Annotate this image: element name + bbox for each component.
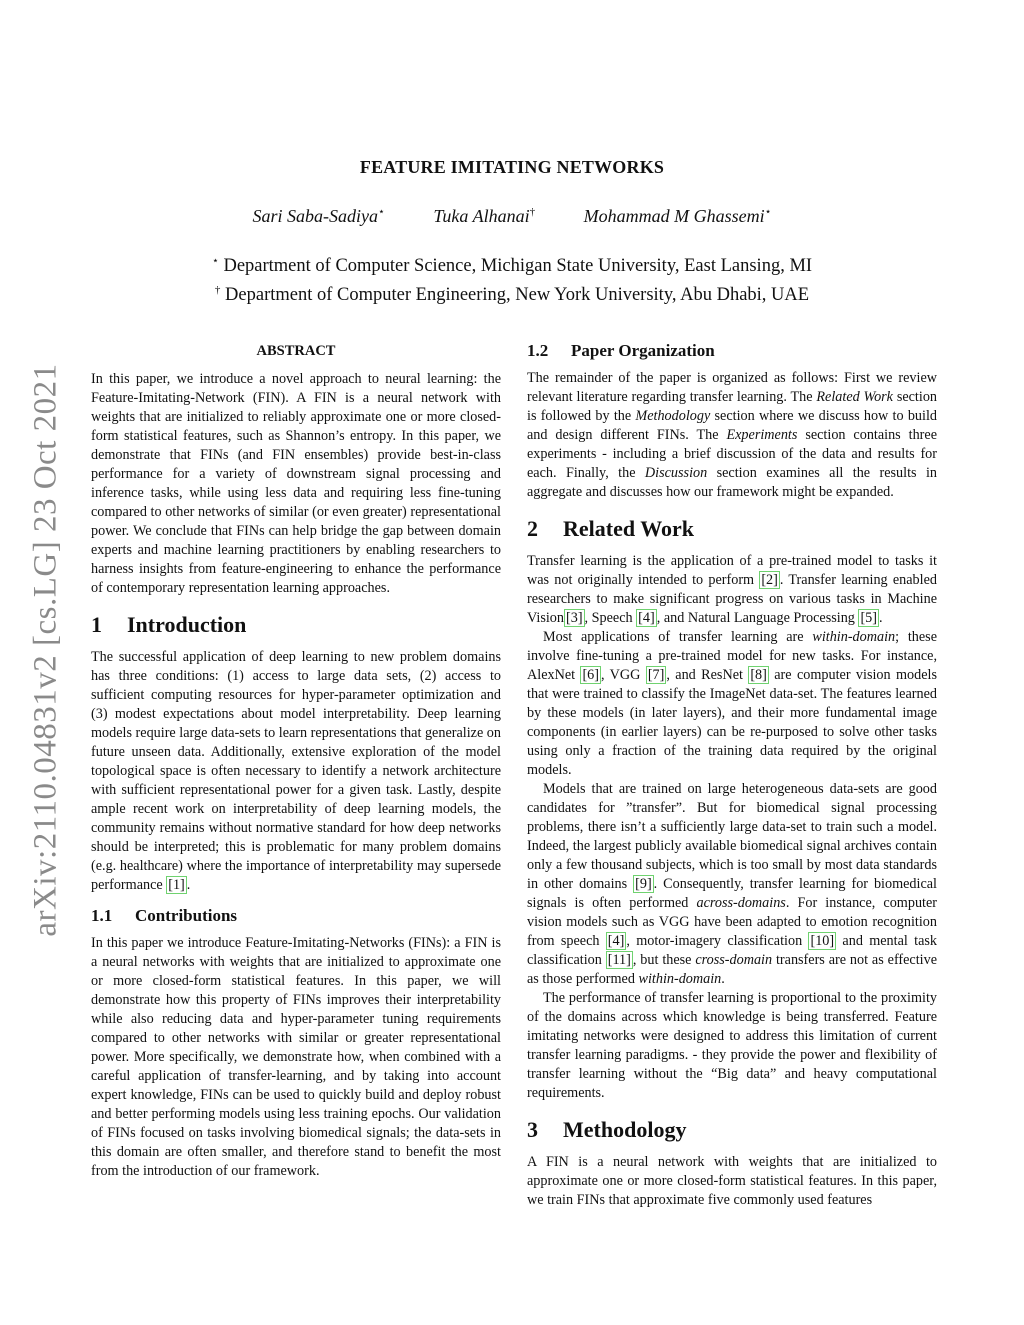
arxiv-stamp-text: arXiv:2110.04831v2 [cs.LG] 23 Oct 2021 xyxy=(27,363,64,937)
citation-link[interactable]: [9] xyxy=(635,876,652,892)
section-heading-introduction: 1 Introduction xyxy=(91,612,247,637)
related-work-paragraph: Most applications of transfer learning are within-domain; these involve fine-tuning a pre-trained model for new tasks. For instance, AlexNet [6] , VGG [7] , and ResNet [8] are computer vision models that were trained to classify the ImageNet data-set. The features learned by these models (in later layers), and their more fundamental image components (in earlier layers) can be re-purposed to solve other tasks using only a fraction of the training data required by the original models. xyxy=(527,629,937,778)
subsection-heading-paper-organization: 1.2 Paper Organization xyxy=(527,341,715,360)
related-work-paragraph: Transfer learning is the application of a pre-trained model to tasks it was not originally intended to perform [2] . Transfer learning enabled researchers to make significant progress on various tasks in Machine Vision [3] , Speech [4] , and Natural Language Processing [5] . xyxy=(527,553,937,626)
author: Mohammad M Ghassemi⋆ xyxy=(583,206,772,226)
organization-paragraph: The remainder of the paper is organized as follows: First we review relevant literature regarding transfer learning. The Related Work section is followed by the Methodology section where we discuss how to build and design different FINs. The Experiments section contains three experiments - including a brief discussion of the data and results for each. Finally, the Discussion section examines all the results in aggregate and discusses how our framework might be expanded. xyxy=(527,370,938,500)
abstract-text: In this paper, we introduce a novel approach to neural learning: the Feature-Imitating-Network (FIN). A FIN is a neural network with weights that are initialized to reliably approximate one or more closed-form statistical features, such as Shannon’s entropy. In this paper, we demonstrate that FINs (and FIN ensembles) provide best-in-class performance for a variety of downstream signal processing and inference tasks, while using less data and requiring less fine-tuning compared to other networks of similar (or even greater) representational power. We conclude that FINs can help bridge the gap between domain experts and machine learning practitioners by enabling researchers to harness insights from feature-engineering to enhance the performance of contemporary representation learning approaches. xyxy=(91,371,501,596)
citation-link[interactable]: [4] xyxy=(607,933,625,949)
affiliation: † Department of Computer Engineering, New York University, Abu Dhabi, UAE xyxy=(214,284,810,306)
abstract-heading: ABSTRACT xyxy=(256,343,336,359)
citation-link[interactable]: [3] xyxy=(566,610,583,626)
citation-link[interactable]: [2] xyxy=(761,572,778,588)
citation-link[interactable]: [1] xyxy=(168,877,185,893)
section-heading-methodology: 3 Methodology xyxy=(527,1117,687,1142)
citation-link[interactable]: [10] xyxy=(810,933,835,949)
citation-link[interactable]: [11] xyxy=(607,952,631,968)
author: Sari Saba-Sadiya⋆ xyxy=(252,206,385,226)
affiliation: ⋆ Department of Computer Science, Michigan State University, East Lansing, MI xyxy=(211,255,813,277)
related-work-paragraph: Models that are trained on large heterogeneous data-sets are good candidates for ”transfer”. But for biomedical signal processing problems, there isn’t a sufficiently large data-set to train such a model. Indeed, the largest publicly available biomedical signal archives contain only a few thousand subjects, which is too small by most data standards in other domains [9] . Consequently, transfer learning for biomedical signals is often performed across-domains. For instance, computer vision models such as VGG have been adapted to emotion recognition from speech [4] , motor-imagery classification [10] and mental task classification [11] , but these cross-domain transfers are not as effective as those performed within-domain. xyxy=(527,781,937,987)
methodology-paragraph: A FIN is a neural network with weights that are initialized to approximate one or more closed-form statistical features. In this paper, we train FINs that approximate five commonly used features xyxy=(527,1154,937,1208)
contributions-paragraph: In this paper we introduce Feature-Imitating-Networks (FINs): a FIN is a neural networks with weights that are initialized to approximate one or more closed-form statistical features. In this paper, we will demonstrate how this property of FINs improves their interpretability while also reducing data and hyper-parameter tuning requirements compared to other networks with similar or greater representational power. More specifically, we demonstrate how, when combined with a careful application of transfer-learning, and by taking into account expert knowledge, FINs can be used to quickly build and deploy robust and better performing models using less training epochs. Our validation of FINs focused on tasks involving biomedical signals; the data-sets in this domain are often smaller, and therefore stand to benefit the most from the introduction of our framework. xyxy=(91,935,501,1179)
introduction-paragraph: The successful application of deep learning to new problem domains has three conditions: (1) access to large data sets, (2) access to sufficient computing resources for hyper-parameter optimization and (3) modest expectations about model interpretability. Deep learning models require large data-sets to learn representations that generalize on future unseen data. Additionally, extensive exploration of the model topological space is often necessary to identify a network architecture with sufficient representational power for a given task. Lastly, despite ample recent work on interpretability of deep learning models, the community remains without normative standard for how deep networks should be interpreted; this is problematic for many problem domains (e.g. healthcare) where the importance of interpretability may supersede performance [1] . xyxy=(91,649,501,893)
citation-link[interactable]: [5] xyxy=(860,610,877,626)
author: Tuka Alhanai† xyxy=(433,206,536,226)
subsection-heading-contributions: 1.1 Contributions xyxy=(91,906,238,925)
arxiv-stamp xyxy=(26,360,66,940)
author-list xyxy=(0,205,1024,227)
paper-title: FEATURE IMITATING NETWORKS xyxy=(359,157,665,177)
citation-link[interactable]: [4] xyxy=(638,610,655,626)
citation-link[interactable]: [6] xyxy=(582,667,599,683)
affiliations xyxy=(0,249,1024,307)
right-column xyxy=(527,340,937,1210)
left-column xyxy=(91,340,501,1181)
section-heading-related-work: 2 Related Work xyxy=(527,516,694,541)
citation-link[interactable]: [7] xyxy=(647,667,665,683)
citation-link[interactable]: [8] xyxy=(750,667,767,683)
related-work-paragraph: The performance of transfer learning is proportional to the proximity of the domains across which knowledge is being transferred. Feature imitating networks were designed to address this limitation of current transfer learning paradigms. - they provide the power and flexibility of transfer learning without the “Big data” and heavy computational requirements. xyxy=(527,990,937,1101)
